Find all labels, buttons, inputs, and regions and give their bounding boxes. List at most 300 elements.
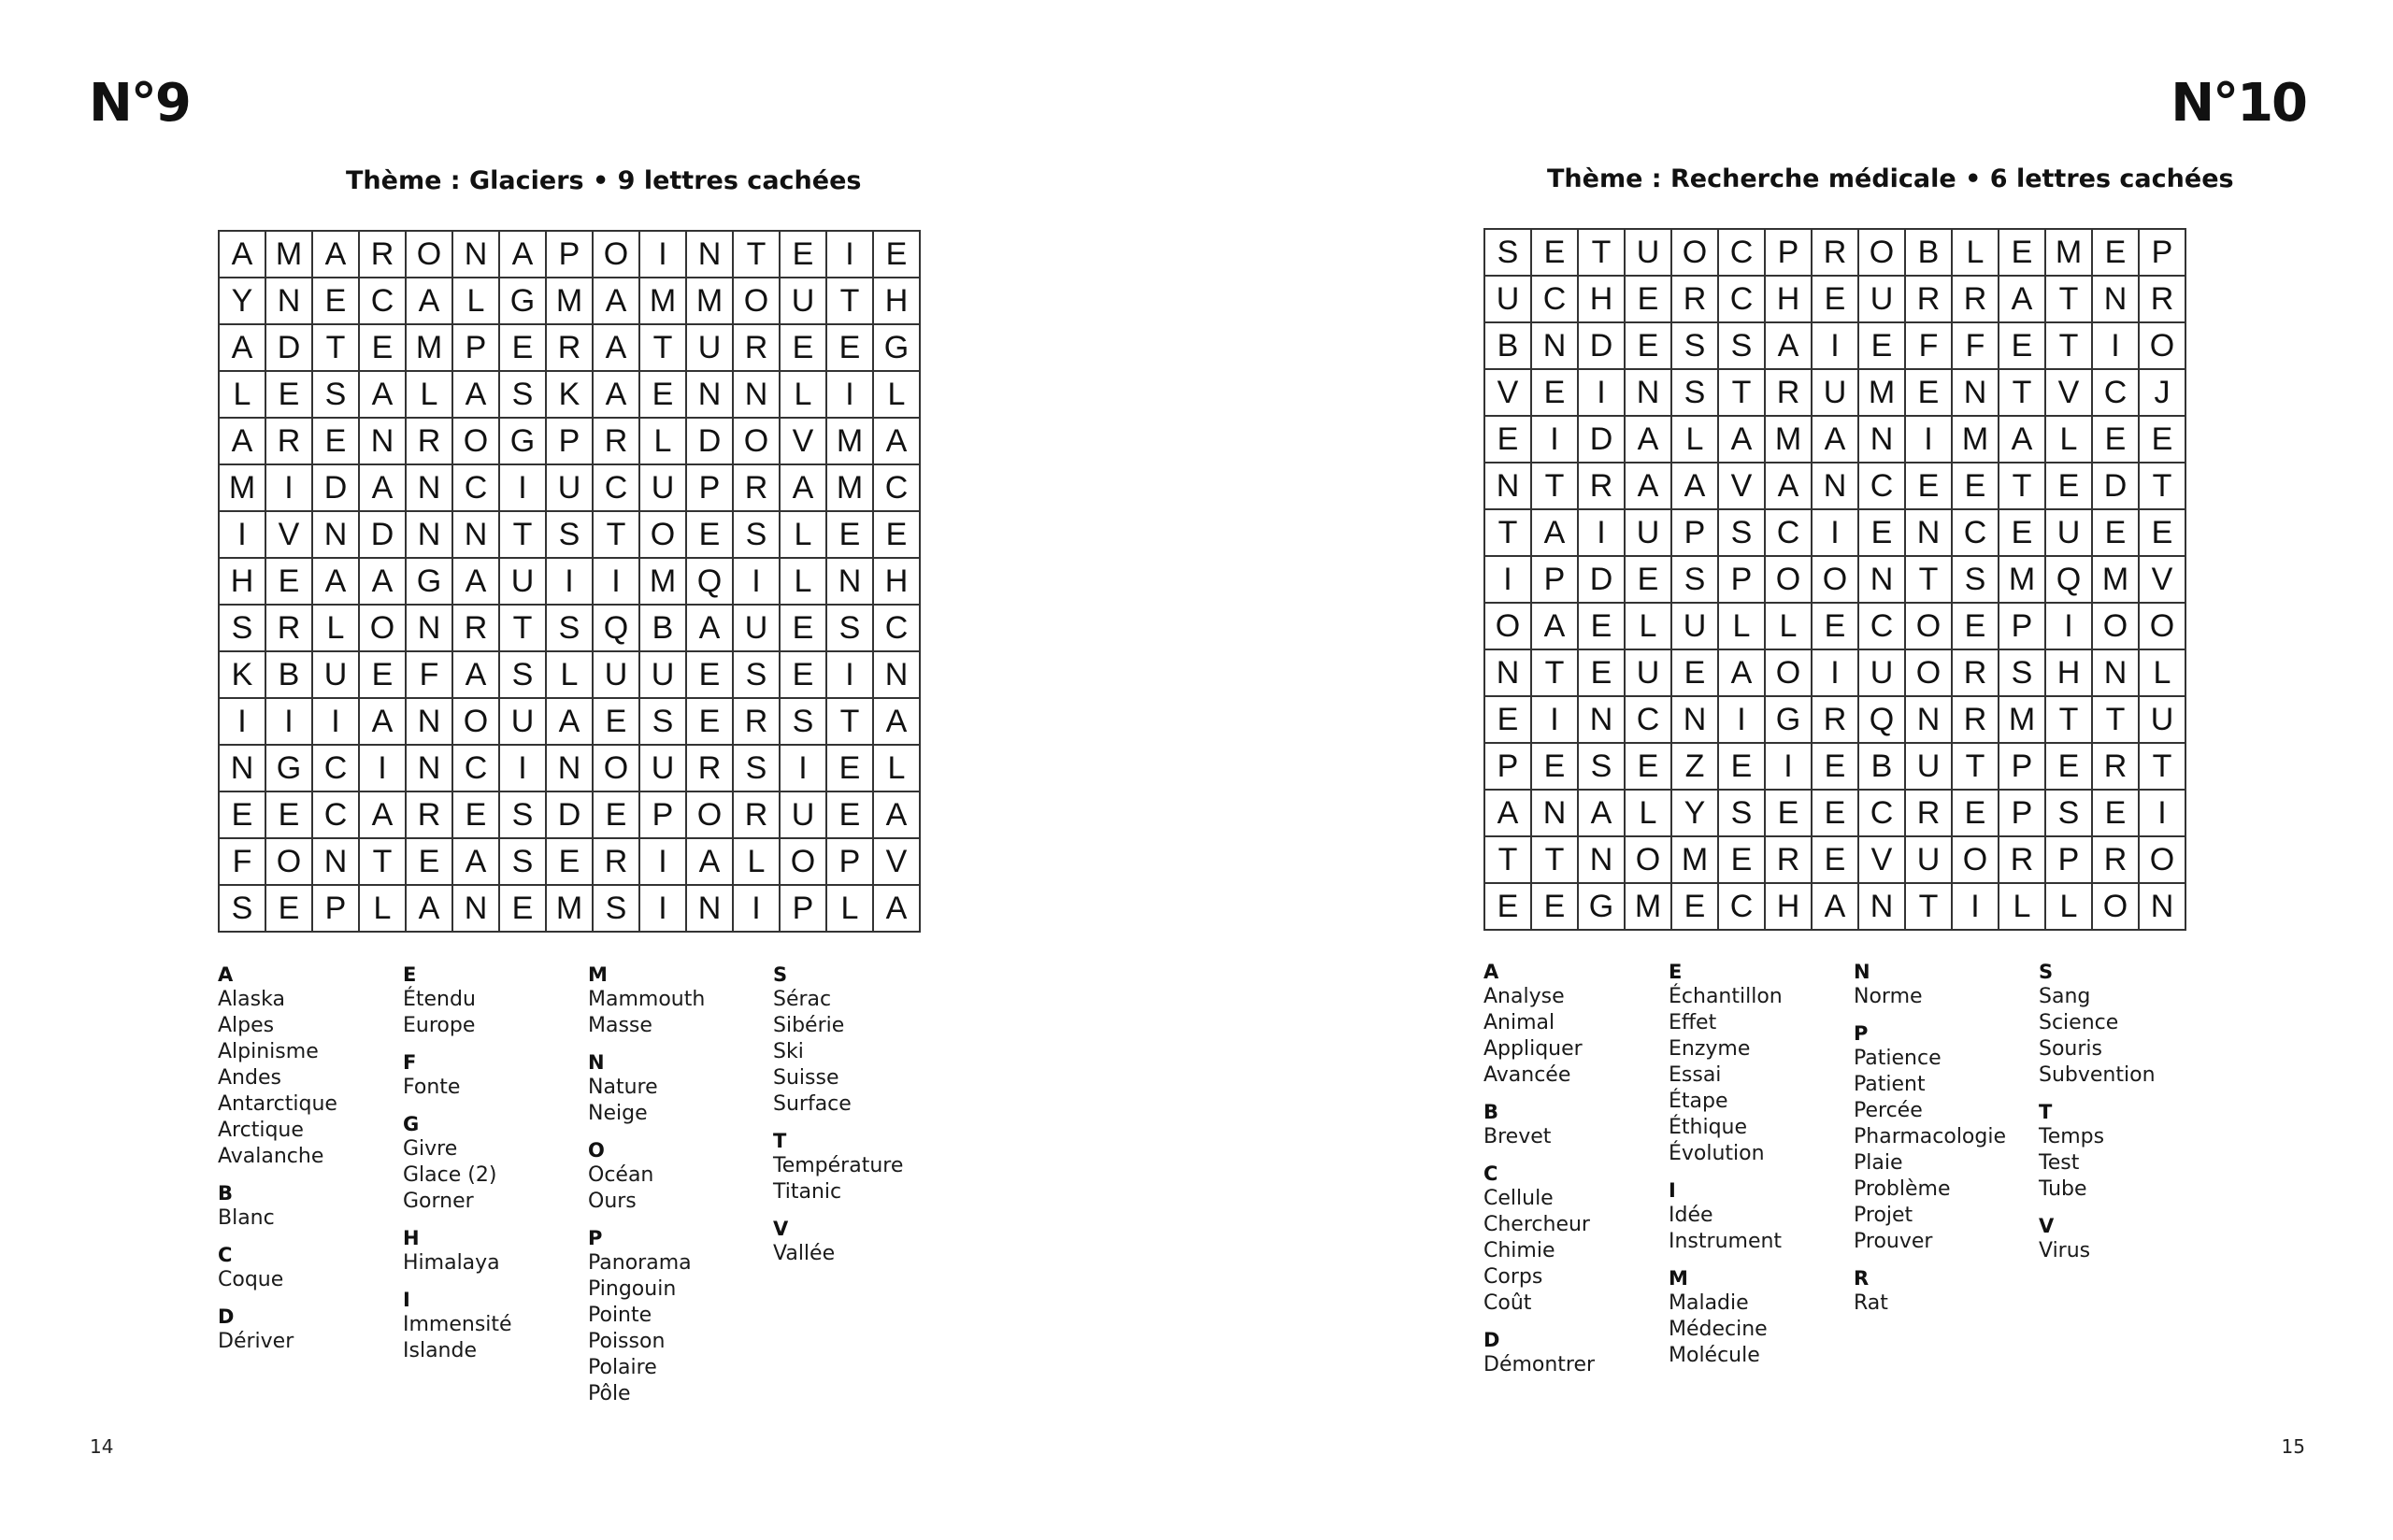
grid-cell[interactable]: R — [2093, 837, 2140, 884]
grid-cell[interactable]: A — [1626, 463, 1672, 510]
grid-cell[interactable]: I — [1813, 323, 1859, 370]
grid-cell[interactable]: N — [547, 746, 594, 792]
grid-cell[interactable]: A — [874, 886, 921, 933]
grid-cell[interactable]: M — [220, 465, 266, 512]
grid-cell[interactable]: S — [1719, 791, 1766, 837]
grid-cell[interactable]: K — [547, 372, 594, 419]
grid-cell[interactable]: P — [2140, 230, 2186, 277]
grid-cell[interactable]: C — [1859, 604, 1906, 650]
grid-cell[interactable]: R — [1953, 277, 1999, 323]
grid-cell[interactable]: N — [827, 559, 874, 606]
grid-cell[interactable]: P — [453, 325, 500, 372]
grid-cell[interactable]: E — [500, 325, 547, 372]
grid-cell[interactable]: P — [1532, 557, 1579, 604]
grid-cell[interactable]: C — [1532, 277, 1579, 323]
grid-cell[interactable]: T — [2046, 323, 2093, 370]
grid-cell[interactable]: M — [687, 278, 734, 325]
grid-cell[interactable]: R — [1672, 277, 1719, 323]
grid-cell[interactable]: Y — [220, 278, 266, 325]
grid-cell[interactable]: T — [827, 278, 874, 325]
grid-cell[interactable]: E — [827, 792, 874, 839]
grid-cell[interactable]: A — [453, 559, 500, 606]
grid-cell[interactable]: T — [2140, 463, 2186, 510]
grid-cell[interactable]: E — [266, 886, 313, 933]
grid-cell[interactable]: E — [2140, 417, 2186, 463]
grid-cell[interactable]: F — [220, 839, 266, 886]
grid-cell[interactable]: E — [1953, 463, 1999, 510]
grid-cell[interactable]: N — [220, 746, 266, 792]
grid-cell[interactable]: E — [827, 746, 874, 792]
grid-cell[interactable]: R — [1766, 837, 1813, 884]
grid-cell[interactable]: U — [1626, 510, 1672, 557]
grid-cell[interactable]: E — [594, 699, 640, 746]
grid-cell[interactable]: I — [266, 699, 313, 746]
grid-cell[interactable]: O — [1813, 557, 1859, 604]
grid-cell[interactable]: M — [547, 278, 594, 325]
grid-cell[interactable]: N — [313, 839, 360, 886]
grid-cell[interactable]: C — [313, 746, 360, 792]
grid-cell[interactable]: O — [1766, 557, 1813, 604]
grid-cell[interactable]: L — [781, 372, 827, 419]
grid-cell[interactable]: T — [1999, 463, 2046, 510]
grid-cell[interactable]: L — [1953, 230, 1999, 277]
grid-cell[interactable]: A — [687, 606, 734, 652]
grid-cell[interactable]: N — [2093, 650, 2140, 697]
grid-cell[interactable]: A — [220, 419, 266, 465]
grid-cell[interactable]: L — [407, 372, 453, 419]
grid-cell[interactable]: O — [266, 839, 313, 886]
grid-cell[interactable]: T — [2140, 744, 2186, 791]
grid-cell[interactable]: E — [1999, 230, 2046, 277]
grid-cell[interactable]: E — [2046, 744, 2093, 791]
grid-cell[interactable]: C — [313, 792, 360, 839]
grid-cell[interactable]: E — [500, 886, 547, 933]
grid-cell[interactable]: A — [1672, 463, 1719, 510]
grid-cell[interactable]: O — [407, 232, 453, 278]
grid-cell[interactable]: L — [1719, 604, 1766, 650]
grid-cell[interactable]: I — [2093, 323, 2140, 370]
grid-cell[interactable]: V — [1859, 837, 1906, 884]
grid-cell[interactable]: R — [266, 606, 313, 652]
grid-cell[interactable]: E — [1579, 650, 1626, 697]
grid-cell[interactable]: B — [1485, 323, 1532, 370]
grid-cell[interactable]: E — [2093, 791, 2140, 837]
grid-cell[interactable]: N — [266, 278, 313, 325]
grid-cell[interactable]: M — [407, 325, 453, 372]
grid-cell[interactable]: G — [1766, 697, 1813, 744]
grid-cell[interactable]: N — [1906, 510, 1953, 557]
grid-cell[interactable]: N — [687, 232, 734, 278]
grid-cell[interactable]: N — [2093, 277, 2140, 323]
grid-cell[interactable]: M — [1999, 557, 2046, 604]
grid-cell[interactable]: S — [1672, 557, 1719, 604]
grid-cell[interactable]: R — [360, 232, 407, 278]
grid-cell[interactable]: N — [734, 372, 781, 419]
grid-cell[interactable]: O — [2140, 837, 2186, 884]
grid-cell[interactable]: A — [1532, 510, 1579, 557]
grid-cell[interactable]: R — [453, 606, 500, 652]
grid-cell[interactable]: E — [1532, 884, 1579, 931]
grid-cell[interactable]: I — [266, 465, 313, 512]
grid-cell[interactable]: G — [500, 419, 547, 465]
grid-cell[interactable]: N — [1906, 697, 1953, 744]
grid-cell[interactable]: D — [1579, 417, 1626, 463]
grid-cell[interactable]: S — [1719, 510, 1766, 557]
grid-cell[interactable]: N — [1579, 697, 1626, 744]
grid-cell[interactable]: S — [1999, 650, 2046, 697]
grid-cell[interactable]: T — [827, 699, 874, 746]
grid-cell[interactable]: M — [827, 465, 874, 512]
grid-cell[interactable]: E — [1813, 277, 1859, 323]
grid-cell[interactable]: E — [266, 792, 313, 839]
grid-cell[interactable]: T — [1906, 884, 1953, 931]
grid-cell[interactable]: S — [500, 652, 547, 699]
grid-cell[interactable]: A — [500, 232, 547, 278]
grid-cell[interactable]: G — [266, 746, 313, 792]
grid-cell[interactable]: U — [1626, 230, 1672, 277]
grid-cell[interactable]: P — [547, 419, 594, 465]
grid-cell[interactable]: A — [1999, 417, 2046, 463]
grid-cell[interactable]: U — [640, 652, 687, 699]
grid-cell[interactable]: N — [1953, 370, 1999, 417]
grid-cell[interactable]: G — [500, 278, 547, 325]
grid-cell[interactable]: U — [781, 792, 827, 839]
grid-cell[interactable]: N — [687, 372, 734, 419]
grid-cell[interactable]: E — [874, 512, 921, 559]
grid-cell[interactable]: R — [1999, 837, 2046, 884]
grid-cell[interactable]: E — [594, 792, 640, 839]
grid-cell[interactable]: N — [1626, 370, 1672, 417]
grid-cell[interactable]: E — [1953, 604, 1999, 650]
grid-cell[interactable]: I — [1813, 650, 1859, 697]
grid-cell[interactable]: L — [547, 652, 594, 699]
grid-cell[interactable]: I — [827, 372, 874, 419]
grid-cell[interactable]: U — [640, 746, 687, 792]
grid-cell[interactable]: R — [687, 746, 734, 792]
grid-cell[interactable]: C — [1626, 697, 1672, 744]
grid-cell[interactable]: E — [1719, 837, 1766, 884]
grid-cell[interactable]: U — [1859, 650, 1906, 697]
grid-cell[interactable]: I — [734, 559, 781, 606]
grid-cell[interactable]: A — [1813, 417, 1859, 463]
grid-cell[interactable]: T — [1532, 463, 1579, 510]
grid-cell[interactable]: E — [1532, 744, 1579, 791]
grid-cell[interactable]: E — [1626, 557, 1672, 604]
grid-cell[interactable]: M — [266, 232, 313, 278]
grid-cell[interactable]: I — [220, 699, 266, 746]
grid-cell[interactable]: R — [407, 419, 453, 465]
grid-cell[interactable]: E — [2093, 417, 2140, 463]
grid-cell[interactable]: O — [453, 699, 500, 746]
grid-cell[interactable]: T — [500, 606, 547, 652]
grid-cell[interactable]: Y — [1672, 791, 1719, 837]
grid-cell[interactable]: A — [453, 372, 500, 419]
grid-cell[interactable]: O — [1953, 837, 1999, 884]
grid-cell[interactable]: T — [2093, 697, 2140, 744]
grid-cell[interactable]: E — [1766, 791, 1813, 837]
grid-cell[interactable]: A — [360, 372, 407, 419]
grid-cell[interactable]: O — [360, 606, 407, 652]
grid-cell[interactable]: D — [2093, 463, 2140, 510]
grid-cell[interactable]: N — [1532, 791, 1579, 837]
grid-cell[interactable]: A — [594, 372, 640, 419]
grid-cell[interactable]: R — [1766, 370, 1813, 417]
grid-cell[interactable]: M — [1626, 884, 1672, 931]
grid-cell[interactable]: S — [313, 372, 360, 419]
grid-cell[interactable]: L — [2046, 417, 2093, 463]
grid-cell[interactable]: T — [1485, 510, 1532, 557]
grid-cell[interactable]: N — [1859, 417, 1906, 463]
grid-cell[interactable]: O — [640, 512, 687, 559]
grid-cell[interactable]: A — [360, 465, 407, 512]
grid-cell[interactable]: E — [1485, 417, 1532, 463]
grid-cell[interactable]: A — [453, 652, 500, 699]
grid-cell[interactable]: A — [874, 699, 921, 746]
grid-cell[interactable]: E — [1532, 230, 1579, 277]
grid-cell[interactable]: C — [1859, 791, 1906, 837]
grid-cell[interactable]: O — [1485, 604, 1532, 650]
grid-cell[interactable]: O — [1906, 604, 1953, 650]
grid-cell[interactable]: S — [500, 839, 547, 886]
grid-cell[interactable]: R — [1906, 791, 1953, 837]
grid-cell[interactable]: G — [407, 559, 453, 606]
grid-cell[interactable]: A — [1719, 650, 1766, 697]
grid-cell[interactable]: R — [734, 792, 781, 839]
grid-cell[interactable]: L — [313, 606, 360, 652]
grid-cell[interactable]: E — [266, 559, 313, 606]
grid-cell[interactable]: T — [1485, 837, 1532, 884]
grid-cell[interactable]: P — [1999, 604, 2046, 650]
grid-cell[interactable]: L — [1766, 604, 1813, 650]
grid-cell[interactable]: L — [781, 559, 827, 606]
grid-cell[interactable]: U — [1672, 604, 1719, 650]
grid-cell[interactable]: P — [1999, 791, 2046, 837]
grid-cell[interactable]: A — [360, 699, 407, 746]
grid-cell[interactable]: N — [687, 886, 734, 933]
grid-cell[interactable]: U — [2046, 510, 2093, 557]
grid-cell[interactable]: E — [2046, 463, 2093, 510]
grid-cell[interactable]: U — [687, 325, 734, 372]
grid-cell[interactable]: C — [1719, 277, 1766, 323]
grid-cell[interactable]: U — [734, 606, 781, 652]
grid-cell[interactable]: L — [360, 886, 407, 933]
grid-cell[interactable]: N — [1813, 463, 1859, 510]
grid-cell[interactable]: E — [687, 652, 734, 699]
grid-cell[interactable]: B — [266, 652, 313, 699]
grid-cell[interactable]: R — [734, 325, 781, 372]
grid-cell[interactable]: R — [2093, 744, 2140, 791]
grid-cell[interactable]: R — [594, 419, 640, 465]
grid-cell[interactable]: P — [1766, 230, 1813, 277]
grid-cell[interactable]: T — [2046, 277, 2093, 323]
grid-cell[interactable]: T — [1719, 370, 1766, 417]
grid-cell[interactable]: R — [1953, 697, 1999, 744]
grid-cell[interactable]: C — [874, 465, 921, 512]
grid-cell[interactable]: I — [1532, 697, 1579, 744]
grid-cell[interactable]: H — [874, 278, 921, 325]
grid-cell[interactable]: L — [1626, 604, 1672, 650]
grid-cell[interactable]: U — [1485, 277, 1532, 323]
grid-cell[interactable]: T — [360, 839, 407, 886]
grid-cell[interactable]: S — [734, 652, 781, 699]
grid-cell[interactable]: E — [313, 419, 360, 465]
grid-cell[interactable]: U — [640, 465, 687, 512]
grid-cell[interactable]: N — [1579, 837, 1626, 884]
grid-cell[interactable]: E — [781, 232, 827, 278]
grid-cell[interactable]: M — [640, 278, 687, 325]
grid-cell[interactable]: C — [360, 278, 407, 325]
grid-cell[interactable]: N — [313, 512, 360, 559]
grid-cell[interactable]: E — [1859, 323, 1906, 370]
grid-cell[interactable]: N — [407, 606, 453, 652]
grid-cell[interactable]: N — [1485, 463, 1532, 510]
grid-cell[interactable]: E — [360, 325, 407, 372]
grid-cell[interactable]: M — [1859, 370, 1906, 417]
grid-cell[interactable]: R — [1813, 697, 1859, 744]
grid-cell[interactable]: V — [1485, 370, 1532, 417]
grid-cell[interactable]: E — [1953, 791, 1999, 837]
grid-cell[interactable]: S — [594, 886, 640, 933]
grid-cell[interactable]: T — [734, 232, 781, 278]
grid-cell[interactable]: E — [1672, 884, 1719, 931]
grid-cell[interactable]: V — [2046, 370, 2093, 417]
grid-cell[interactable]: M — [640, 559, 687, 606]
grid-cell[interactable]: S — [781, 699, 827, 746]
grid-cell[interactable]: C — [1766, 510, 1813, 557]
grid-cell[interactable]: P — [1485, 744, 1532, 791]
grid-cell[interactable]: R — [1813, 230, 1859, 277]
grid-cell[interactable]: N — [407, 512, 453, 559]
grid-cell[interactable]: A — [1766, 323, 1813, 370]
grid-cell[interactable]: I — [594, 559, 640, 606]
grid-cell[interactable]: E — [2093, 510, 2140, 557]
grid-cell[interactable]: I — [1719, 697, 1766, 744]
grid-cell[interactable]: A — [453, 839, 500, 886]
grid-cell[interactable]: O — [734, 419, 781, 465]
grid-cell[interactable]: E — [547, 839, 594, 886]
grid-cell[interactable]: C — [453, 746, 500, 792]
grid-cell[interactable]: N — [407, 465, 453, 512]
grid-cell[interactable]: O — [2093, 604, 2140, 650]
grid-cell[interactable]: O — [1766, 650, 1813, 697]
grid-cell[interactable]: U — [1813, 370, 1859, 417]
grid-cell[interactable]: E — [827, 512, 874, 559]
grid-cell[interactable]: E — [781, 606, 827, 652]
grid-cell[interactable]: E — [1579, 604, 1626, 650]
grid-cell[interactable]: E — [1999, 323, 2046, 370]
grid-cell[interactable]: N — [1485, 650, 1532, 697]
grid-cell[interactable]: I — [1532, 417, 1579, 463]
grid-cell[interactable]: L — [640, 419, 687, 465]
grid-cell[interactable]: U — [547, 465, 594, 512]
grid-cell[interactable]: L — [874, 372, 921, 419]
grid-cell[interactable]: E — [1859, 510, 1906, 557]
grid-cell[interactable]: T — [640, 325, 687, 372]
letter-grid[interactable] — [1483, 228, 2186, 931]
grid-cell[interactable]: A — [687, 839, 734, 886]
grid-cell[interactable]: E — [1813, 791, 1859, 837]
grid-cell[interactable]: U — [1906, 744, 1953, 791]
grid-cell[interactable]: P — [547, 232, 594, 278]
grid-cell[interactable]: S — [2046, 791, 2093, 837]
grid-cell[interactable]: E — [453, 792, 500, 839]
grid-cell[interactable]: L — [827, 886, 874, 933]
grid-cell[interactable]: J — [2140, 370, 2186, 417]
grid-cell[interactable]: E — [1626, 277, 1672, 323]
grid-cell[interactable]: U — [313, 652, 360, 699]
grid-cell[interactable]: I — [2140, 791, 2186, 837]
grid-cell[interactable]: E — [1906, 463, 1953, 510]
grid-cell[interactable]: E — [1813, 604, 1859, 650]
grid-cell[interactable]: P — [640, 792, 687, 839]
grid-cell[interactable]: E — [1906, 370, 1953, 417]
grid-cell[interactable]: O — [734, 278, 781, 325]
grid-cell[interactable]: O — [2093, 884, 2140, 931]
grid-cell[interactable]: L — [1672, 417, 1719, 463]
grid-cell[interactable]: C — [594, 465, 640, 512]
grid-cell[interactable]: R — [594, 839, 640, 886]
grid-cell[interactable]: P — [781, 886, 827, 933]
grid-cell[interactable]: A — [1626, 417, 1672, 463]
grid-cell[interactable]: I — [500, 746, 547, 792]
grid-cell[interactable]: T — [1999, 370, 2046, 417]
grid-cell[interactable]: S — [1485, 230, 1532, 277]
grid-cell[interactable]: C — [1859, 463, 1906, 510]
grid-cell[interactable]: O — [453, 419, 500, 465]
grid-cell[interactable]: M — [1766, 417, 1813, 463]
grid-cell[interactable]: L — [1999, 884, 2046, 931]
grid-cell[interactable]: Z — [1672, 744, 1719, 791]
grid-cell[interactable]: S — [640, 699, 687, 746]
grid-cell[interactable]: A — [1485, 791, 1532, 837]
grid-cell[interactable]: S — [1672, 323, 1719, 370]
grid-cell[interactable]: O — [1672, 230, 1719, 277]
grid-cell[interactable]: F — [1953, 323, 1999, 370]
grid-cell[interactable]: A — [781, 465, 827, 512]
grid-cell[interactable]: T — [594, 512, 640, 559]
grid-cell[interactable]: E — [1672, 650, 1719, 697]
grid-cell[interactable]: R — [1579, 463, 1626, 510]
grid-cell[interactable]: E — [687, 699, 734, 746]
grid-cell[interactable]: T — [1906, 557, 1953, 604]
grid-cell[interactable]: L — [2140, 650, 2186, 697]
grid-cell[interactable]: E — [781, 652, 827, 699]
grid-cell[interactable]: B — [1859, 744, 1906, 791]
grid-cell[interactable]: P — [687, 465, 734, 512]
grid-cell[interactable]: R — [1906, 277, 1953, 323]
grid-cell[interactable]: O — [2140, 323, 2186, 370]
grid-cell[interactable]: Q — [594, 606, 640, 652]
grid-cell[interactable]: L — [453, 278, 500, 325]
grid-cell[interactable]: F — [407, 652, 453, 699]
grid-cell[interactable]: A — [407, 886, 453, 933]
grid-cell[interactable]: T — [1953, 744, 1999, 791]
grid-cell[interactable]: P — [827, 839, 874, 886]
grid-cell[interactable]: O — [687, 792, 734, 839]
grid-cell[interactable]: N — [360, 419, 407, 465]
grid-cell[interactable]: M — [1999, 697, 2046, 744]
grid-cell[interactable]: A — [1999, 277, 2046, 323]
grid-cell[interactable]: A — [594, 325, 640, 372]
grid-cell[interactable]: I — [1813, 510, 1859, 557]
grid-cell[interactable]: T — [1532, 837, 1579, 884]
grid-cell[interactable]: M — [1672, 837, 1719, 884]
grid-cell[interactable]: R — [1953, 650, 1999, 697]
grid-cell[interactable]: R — [2140, 277, 2186, 323]
grid-cell[interactable]: B — [640, 606, 687, 652]
grid-cell[interactable]: R — [547, 325, 594, 372]
grid-cell[interactable]: R — [734, 699, 781, 746]
